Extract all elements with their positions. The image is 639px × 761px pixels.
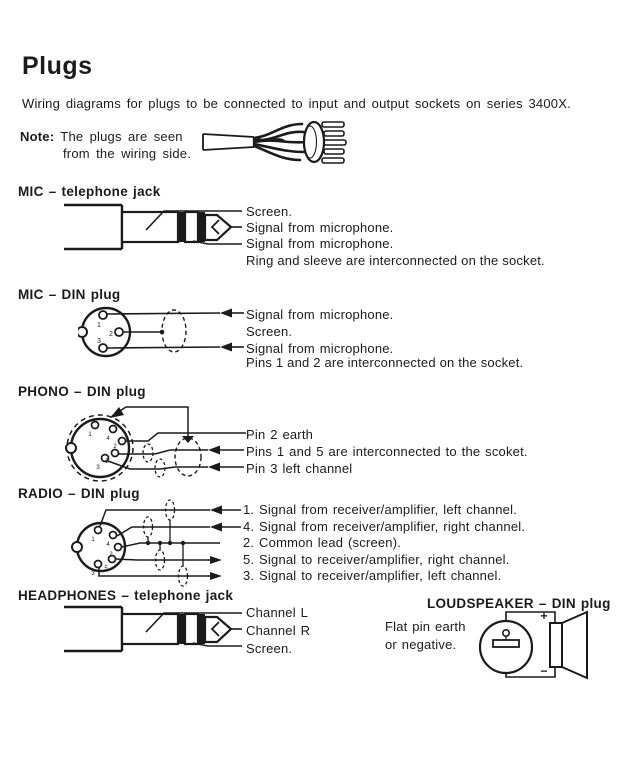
arrow-right-icon [210, 572, 222, 580]
radio-din-labels [243, 502, 525, 585]
note-label: Note: [20, 129, 55, 144]
note-block [20, 128, 191, 162]
pin-number: 1 [91, 537, 95, 543]
wiring-side-plug-illustration [202, 120, 350, 164]
wire-label: Screen. [246, 641, 293, 656]
note-text-line2: from the wiring side. [63, 146, 192, 161]
phono-din-labels [246, 426, 528, 477]
note-text-line1: The plugs are seen [60, 129, 183, 144]
pin-number: 5 [104, 566, 108, 572]
pin-number: 4 [106, 542, 110, 548]
radio-din-diagram [62, 496, 243, 588]
arrow-left-icon [220, 343, 232, 352]
wire-label: Signal from microphone. [246, 307, 394, 322]
wire-label: Pin 2 earth [246, 427, 314, 442]
wire-label: 2. Common lead (screen). [243, 535, 402, 550]
wire-label: Channel L [246, 605, 309, 620]
page-title: Plugs [22, 52, 93, 80]
pin-number: 2 [109, 331, 113, 338]
loudspeaker-note [385, 618, 466, 654]
arrow-left-icon [210, 523, 222, 532]
mic-din-footnote: Pins 1 and 2 are interconnected on the socket. [246, 355, 524, 370]
wire-label: Signal from microphone. [246, 341, 394, 356]
wire-label: 4. Signal from receiver/amplifier, right channel. [243, 518, 526, 534]
intro-text: Wiring diagrams for plugs to be connected to input and output sockets on series 3400X. [22, 96, 571, 111]
mic-jack-diagram [62, 196, 246, 260]
wire-label: Screen. [246, 204, 293, 219]
arrow-left-icon [208, 446, 220, 455]
loudspeaker-note-line2: or negative. [385, 637, 457, 652]
pin-number: 1 [88, 432, 92, 438]
loudspeaker-note-line1: Flat pin earth [385, 619, 466, 634]
pin-number: 3 [96, 465, 100, 471]
wire-label: Pins 1 and 5 are interconnected to the scoket. [246, 444, 528, 459]
wire-label: Signal from microphone. [246, 220, 394, 235]
wire-label: Signal from microphone. [246, 236, 394, 251]
arrow-right-icon [210, 556, 222, 564]
mic-din-heading: MIC – DIN plug [18, 287, 121, 302]
phono-din-heading: PHONO – DIN plug [18, 384, 146, 399]
radio-din-heading: RADIO – DIN plug [18, 486, 140, 501]
wire-label: 3. Signal to receiver/amplifier, left channel. [243, 568, 502, 583]
pin-number: 1 [97, 322, 101, 329]
pin-number: 2 [109, 552, 113, 558]
headphones-jack-labels [246, 604, 310, 658]
wire-label: Pin 3 left channel [246, 461, 353, 476]
pin-number: 4 [106, 436, 110, 442]
wire-label: Channel R [246, 623, 311, 638]
wire-label: 5. Signal to receiver/amplifier, right channel. [243, 551, 510, 567]
loudspeaker-din-diagram [470, 604, 620, 690]
mic-din-labels [246, 306, 394, 357]
wire-label: 1. Signal from receiver/amplifier, left channel. [243, 502, 517, 517]
wire-label: Screen. [246, 324, 293, 339]
pin-number: 3 [91, 571, 95, 577]
mic-jack-footnote: Ring and sleeve are interconnected on the socket. [246, 253, 545, 268]
arrow-left-icon [210, 506, 222, 515]
loudspeaker-din-heading: LOUDSPEAKER – DIN plug [427, 596, 611, 611]
pin-number: 5 [105, 459, 109, 465]
plus-terminal-label: + [540, 609, 548, 623]
mic-jack-labels [246, 204, 394, 252]
arrow-icon [110, 407, 124, 418]
pin-number: 3 [97, 338, 101, 345]
headphones-jack-heading: HEADPHONES – telephone jack [18, 588, 234, 603]
arrow-left-icon [208, 463, 220, 472]
minus-terminal-label: − [540, 664, 548, 678]
phono-din-diagram [60, 398, 246, 490]
arrow-left-icon [220, 309, 232, 318]
mic-din-diagram [78, 300, 246, 380]
pin-number: 2 [113, 444, 117, 450]
headphones-jack-diagram [62, 598, 246, 662]
mic-jack-heading: MIC – telephone jack [18, 184, 161, 199]
